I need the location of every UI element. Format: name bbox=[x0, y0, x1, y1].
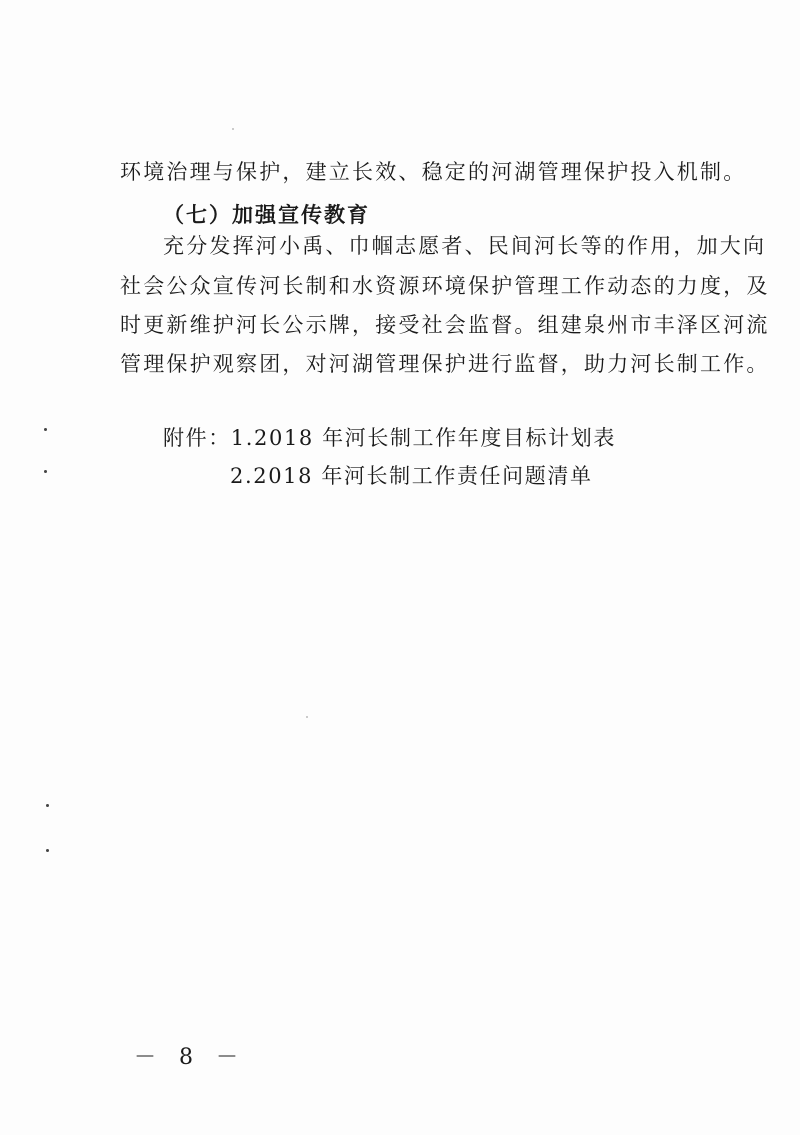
scan-speck bbox=[232, 128, 234, 130]
body-line-2: 社会公众宣传河长制和水资源环境保护管理工作动态的力度，及 bbox=[120, 274, 770, 298]
page-number: － 8 － bbox=[134, 1045, 246, 1070]
attachment-item-1: 附件：1.2018 年河长制工作年度目标计划表 bbox=[163, 426, 616, 450]
section-heading: （七）加强宣传教育 bbox=[163, 203, 370, 227]
paragraph-continuation: 环境治理与保护，建立长效、稳定的河湖管理保护投入机制。 bbox=[120, 160, 747, 184]
body-line-3: 时更新维护河长公示牌，接受社会监督。组建泉州市丰泽区河流 bbox=[120, 313, 770, 337]
binding-hole-mark bbox=[46, 849, 49, 852]
binding-hole-mark bbox=[46, 804, 49, 807]
body-line-4: 管理保护观察团，对河湖管理保护进行监督，助力河长制工作。 bbox=[120, 352, 770, 376]
binding-hole-mark bbox=[44, 428, 47, 431]
binding-hole-mark bbox=[44, 470, 47, 473]
attachment-item-2: 2.2018 年河长制工作责任问题清单 bbox=[230, 464, 593, 488]
scan-speck bbox=[306, 716, 308, 718]
body-line-1: 充分发挥河小禹、巾帼志愿者、民间河长等的作用，加大向 bbox=[163, 234, 767, 258]
